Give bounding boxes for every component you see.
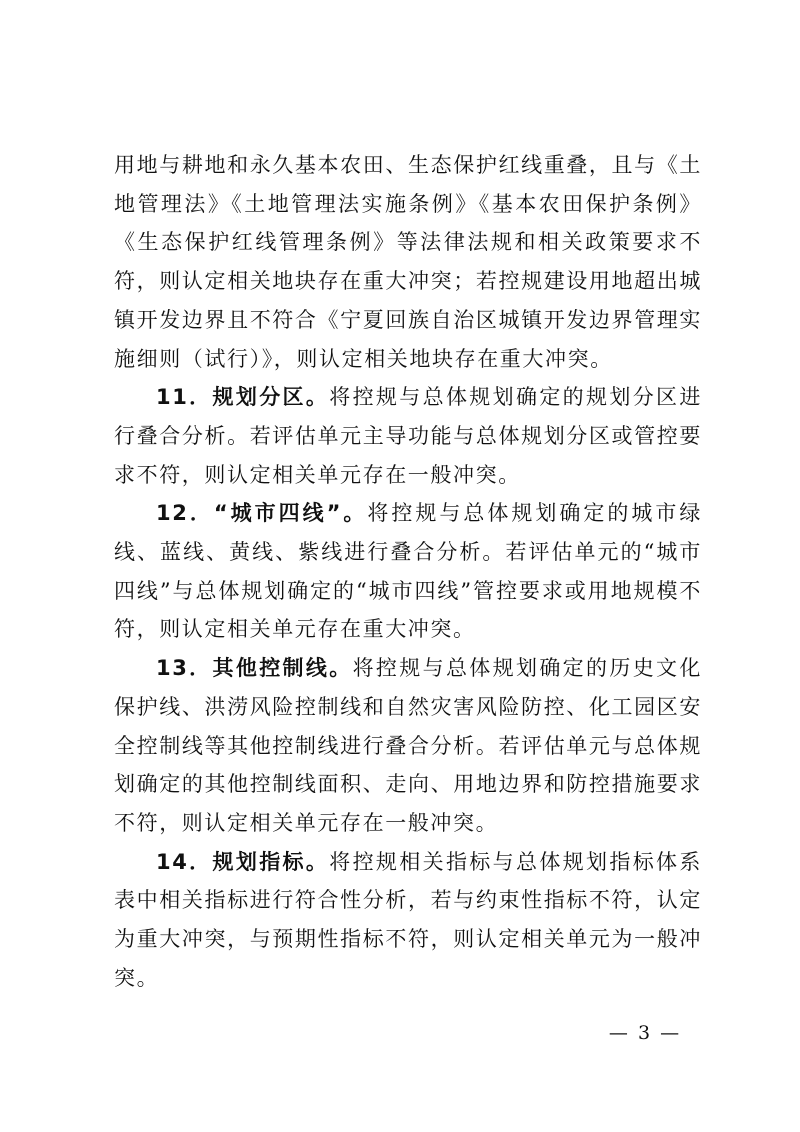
paragraph-other-control-lines xyxy=(114,649,702,843)
paragraph-planning-indicators xyxy=(114,843,702,998)
paragraph-text: 将控规与总体规划确定的规划分区进行叠合分析。若评估单元主导功能与总体规划分区或管控要求不符，则认定相关单元存在一般冲突。 xyxy=(114,385,702,487)
section-heading-other-control-lines: 13．其他控制线。 xyxy=(156,656,353,681)
paragraph-text: 将控规与总体规划确定的历史文化保护线、洪涝风险控制线和自然灾害风险防控、化工园区安全控制线等其他控制线进行叠合分析。若评估单元与总体规划确定的其他控制线面积、走向、用地边界和防控措施要求不符，则认定相关单元存在一般冲突。 xyxy=(114,656,702,835)
section-heading-planning-indicators: 14．规划指标。 xyxy=(156,849,330,874)
paragraph-city-four-lines xyxy=(114,494,702,649)
page-number: — 3 — xyxy=(608,1022,682,1044)
paragraph-text: 用地与耕地和永久基本农田、生态保护红线重叠，且与《土地管理法》《土地管理法实施条例》《基本农田保护条例》《生态保护红线管理条例》等法律法规和相关政策要求不符，则认定相关地块存在重大冲突；若控规建设用地超出城镇开发边界且不符合《宁夏回族自治区城镇开发边界管理实施细则（试行）》，则认定相关地块存在重大冲突。 xyxy=(114,153,702,371)
paragraph-text: 将控规相关指标与总体规划指标体系表中相关指标进行符合性分析，若与约束性指标不符，认定为重大冲突，与预期性指标不符，则认定相关单元为一般冲突。 xyxy=(114,849,702,990)
paragraph-planning-zones xyxy=(114,378,702,494)
paragraph-text: 将控规与总体规划确定的城市绿线、蓝线、黄线、紫线进行叠合分析。若评估单元的“城市四线”与总体规划确定的“城市四线”管控要求或用地规模不符，则认定相关单元存在重大冲突。 xyxy=(114,501,703,642)
section-heading-planning-zones: 11．规划分区。 xyxy=(156,385,330,410)
paragraph-continuation xyxy=(114,146,702,378)
document-body xyxy=(114,146,702,997)
section-heading-city-four-lines: 12．“城市四线”。 xyxy=(156,501,368,526)
